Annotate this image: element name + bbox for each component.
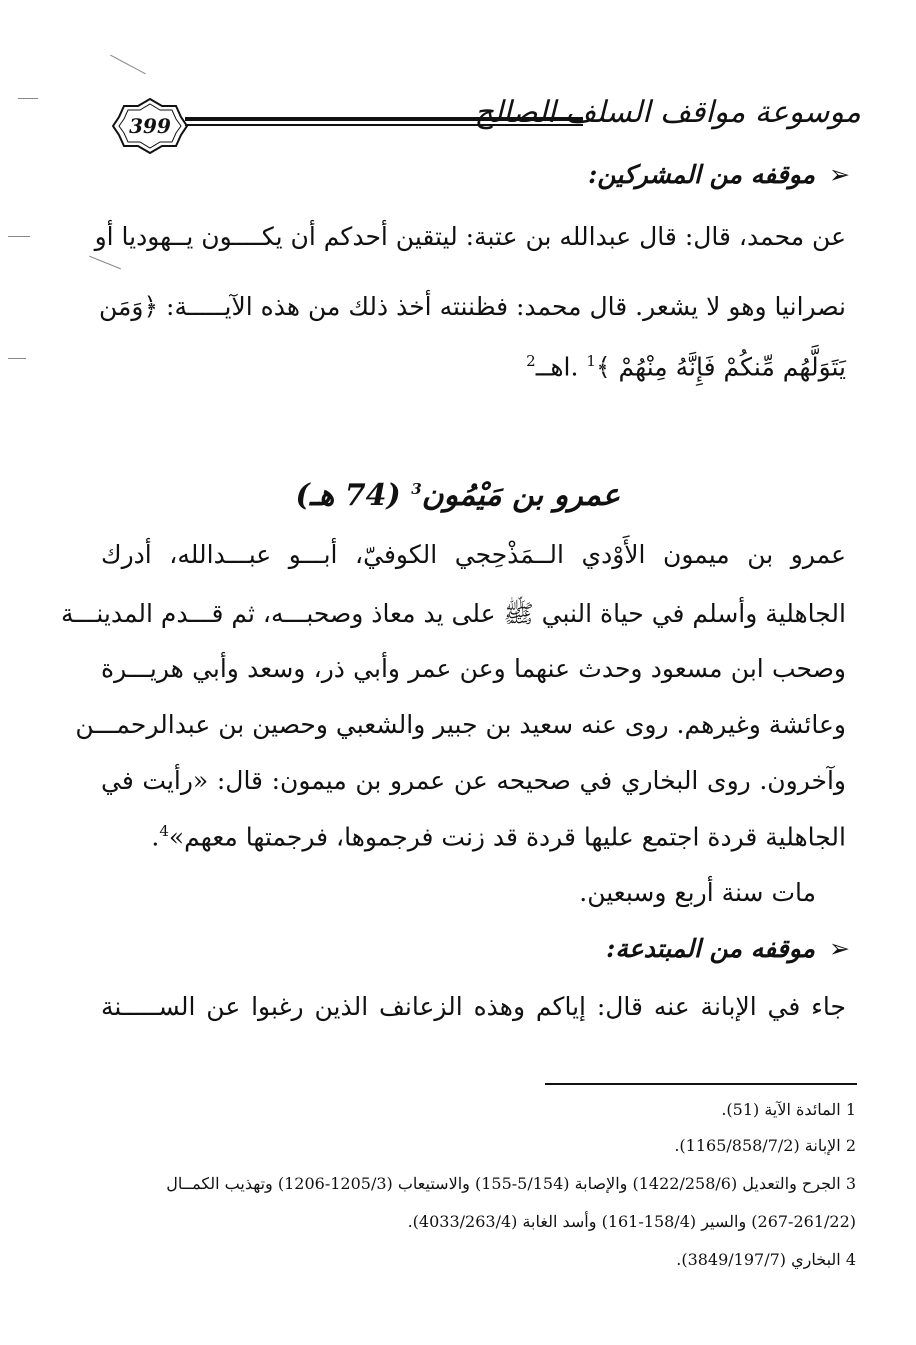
- footnote-text: المائدة الآية (51).: [721, 1100, 841, 1119]
- biography-date: (74 هـ): [295, 478, 401, 513]
- section-heading-innovators: [606, 934, 850, 963]
- footnote-ref: 2: [526, 352, 536, 370]
- arrow-bullet-icon: ➢: [829, 934, 850, 963]
- scan-mark: [110, 55, 146, 75]
- footnote-text: البخاري (3849/197/7).: [676, 1250, 841, 1269]
- paragraph-line: عمرو بن ميمون الأَوْدي الــمَذْحِجي الكوفيّ، أبـــو عبـــدالله، أدرك: [101, 540, 846, 569]
- paragraph-line: وعائشة وغيرهم. روى عنه سعيد بن جبير والشعبي وحصين بن عبدالرحمـــن: [75, 710, 846, 739]
- death-note: مات سنة أربع وسبعين.: [579, 878, 816, 907]
- end-marker: .اهــ: [535, 352, 579, 382]
- arrow-bullet-icon: ➢: [829, 160, 850, 189]
- footnote-number: 3: [845, 1174, 856, 1193]
- footnote-text: الجرح والتعديل (1422/258/6) والإصابة (5/154-155) والاستيعاب (1205/3-1206) وتهذيب الكمــال: [166, 1174, 841, 1193]
- paragraph-line: جاء في الإبانة عنه قال: إياكم وهذه الزعانف الذين رغبوا عن الســـــنة: [101, 992, 846, 1021]
- section-heading-text: موقفه من المشركين:: [588, 160, 816, 189]
- biography-name: عمرو بن مَيْمُون: [421, 478, 620, 513]
- quote-text: الجاهلية قردة اجتمع عليها قردة قد زنت فرجموها، فرجمتها معهم»: [168, 822, 846, 852]
- footnote-text: (267-261/22) والسير (158/4-161) وأسد الغابة (4033/263/4).: [407, 1212, 856, 1231]
- footnote-separator: [545, 1083, 857, 1085]
- paragraph-line: الجاهلية وأسلم في حياة النبي ﷺ على يد معاذ وصحبـــه، ثم قـــدم المدينـــة: [60, 599, 846, 628]
- biography-title: [296, 478, 620, 513]
- footnote: [96, 1136, 856, 1155]
- footnote-text: الإبانة (1165/858/7/2).: [674, 1136, 841, 1155]
- line-end: .: [151, 822, 160, 852]
- paragraph-line: وآخرون. روى البخاري في صحيحه عن عمرو بن ميمون: قال: «رأيت في: [101, 766, 846, 795]
- running-header-title: موسوعة مواقف السلف الصالح: [474, 95, 861, 130]
- footnote-continuation: [96, 1212, 856, 1231]
- page-number-badge: [112, 98, 188, 154]
- scan-mark: [89, 256, 121, 270]
- footnote-number: 2: [845, 1136, 856, 1155]
- scan-mark: [18, 98, 38, 99]
- section-heading-polytheists: [588, 160, 850, 189]
- quran-verse-text: يَتَوَلَّهُم مِّنكُمْ فَإِنَّهُ مِنْهُمْ ﴾: [595, 352, 846, 382]
- paragraph-line: وصحب ابن مسعود وحدث عنهما وعن عمر وأبي ذر، وسعد وأبي هريـــرة: [101, 654, 846, 683]
- footnote-number: 4: [845, 1250, 856, 1269]
- footnote-ref: 1: [586, 352, 596, 370]
- paragraph-line: عن محمد، قال: قال عبدالله بن عتبة: ليتقين أحدكم أن يكــــون يــهوديا أو: [94, 222, 846, 251]
- paragraph-line: نصرانيا وهو لا يشعر. قال محمد: فظننته أخذ ذلك من هذه الآيـــــة: ﴿وَمَن: [98, 292, 846, 321]
- footnote-number: 1: [845, 1100, 856, 1119]
- footnote: [96, 1250, 856, 1269]
- footnote-ref: 4: [159, 822, 169, 840]
- page-number: 399: [129, 114, 171, 138]
- footnote: [96, 1174, 856, 1193]
- footnote-ref: 3: [411, 480, 422, 498]
- footnote: [96, 1100, 856, 1119]
- paragraph-line: [101, 822, 846, 851]
- scan-mark: [8, 358, 26, 359]
- section-heading-text: موقفه من المبتدعة:: [606, 934, 816, 963]
- scan-mark: [8, 236, 30, 237]
- quran-verse-line: [101, 352, 846, 381]
